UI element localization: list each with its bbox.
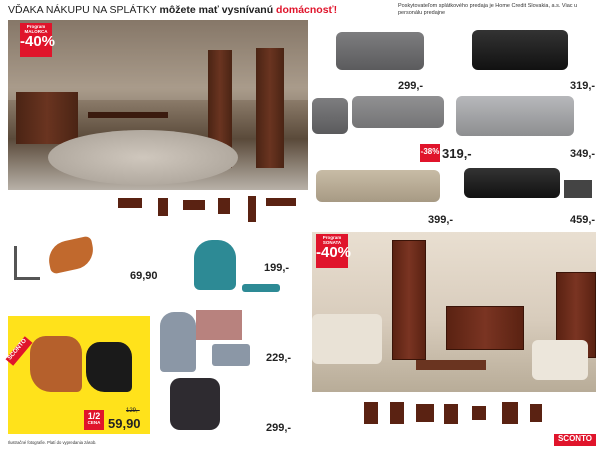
sofa-price-4: 399,- xyxy=(428,214,454,226)
grey-ottoman-image xyxy=(212,344,250,366)
chair-price-3: 229,- xyxy=(266,352,292,364)
half-price-badge: 1/2 CENA xyxy=(84,410,104,430)
sofa-2-image xyxy=(472,30,568,70)
discount-badge-malorca: Program MALORCA -40% xyxy=(20,23,52,57)
ottoman-image xyxy=(242,284,280,292)
sconto-corner: SCONTO xyxy=(6,336,33,365)
armchair-grey-image xyxy=(312,98,348,134)
chair-price-4: 299,- xyxy=(266,422,292,434)
sofa-medina-image xyxy=(352,96,444,128)
sofa-price-3: 349,- xyxy=(570,148,596,160)
sofa-3-image xyxy=(456,96,574,136)
footer-disclaimer: Ilustračné fotografie. Platí do vypredania zásob. xyxy=(8,440,97,445)
grey-armchair-image xyxy=(160,312,196,372)
relax-chair-small-image xyxy=(14,246,40,280)
sofa-price-1: 299,- xyxy=(398,80,424,92)
butterfly-chair-panel xyxy=(8,316,150,434)
sofa-1-image xyxy=(336,32,424,70)
chair-price-2: 199,- xyxy=(264,262,290,274)
furniture-items-row xyxy=(8,196,308,230)
sofa-price-2: 319,- xyxy=(570,80,596,92)
butterfly-chair-black xyxy=(86,342,132,392)
living-room-photo xyxy=(312,232,596,392)
sofa-5-image xyxy=(464,168,560,198)
medina-discount: -38% xyxy=(420,144,440,162)
page-header: VĎAKA NÁKUPU NA SPLÁTKY môžete mať vysnívanú domácnosť! xyxy=(8,4,338,16)
wing-chair-image xyxy=(194,240,236,290)
medina-price: 319,- xyxy=(442,146,472,161)
tv-recliner-image xyxy=(170,378,220,430)
chair-price-1: 69,90 xyxy=(130,270,158,282)
discount-badge-sonata: Program SONATA -40% xyxy=(316,234,348,268)
old-price: 129,- xyxy=(126,408,140,414)
relax-chair-image xyxy=(45,236,96,275)
header-note: Poskytovateľom splátkového predaja je Home Credit Slovakia, a.s. Viac u personálu predajne xyxy=(398,3,578,16)
sconto-logo: SCONTO xyxy=(554,434,596,446)
sofa-bed-image xyxy=(564,180,592,198)
butterfly-chair-leather xyxy=(30,336,82,392)
butterfly-price: 59,90 xyxy=(108,416,141,431)
sofa-price-5: 459,- xyxy=(570,214,596,226)
sofa-4-image xyxy=(316,170,440,202)
mini-chairs-image xyxy=(196,310,242,340)
